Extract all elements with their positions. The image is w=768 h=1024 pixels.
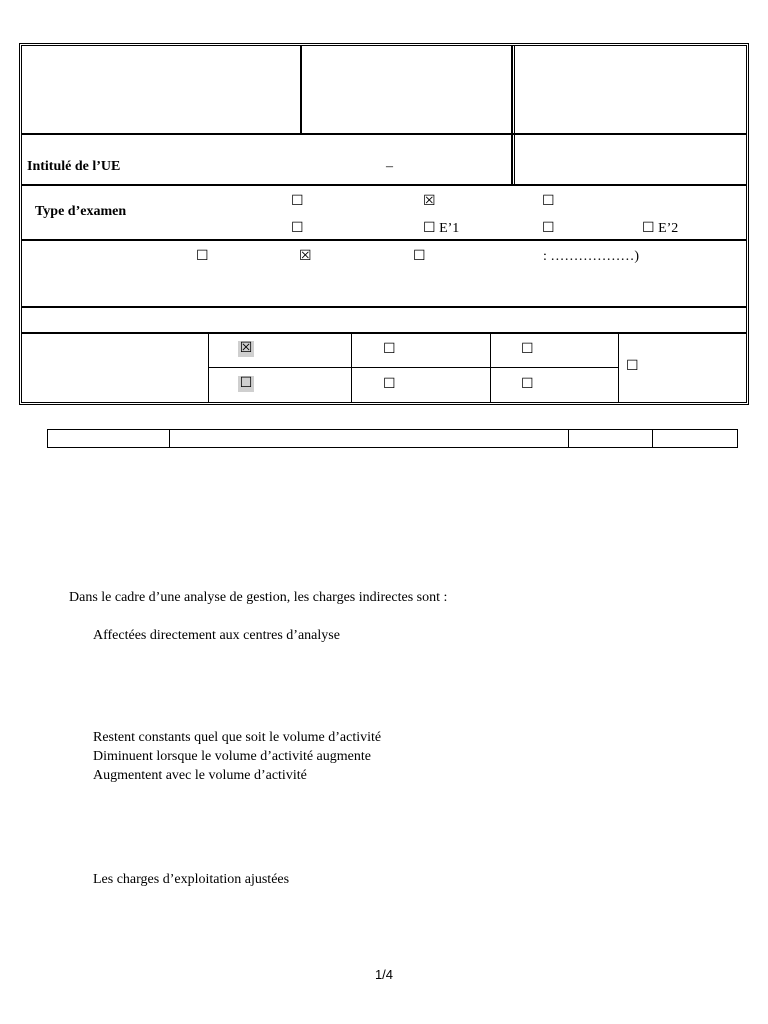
grid-checkbox-1[interactable]: ☒ [239,341,253,356]
question-2-option-1: Restent constants quel que soit le volume d’activité [93,730,382,745]
question-3-option: Les charges d’exploitation ajustées [93,872,290,887]
row3-checkbox-1[interactable]: ☐ [196,249,209,264]
row3-checkbox-2[interactable]: ☒ [299,249,312,264]
ue-title-dash: – [386,159,393,174]
info-strip-table [47,429,738,448]
exam-type-checkbox-3[interactable]: ☐ [542,194,555,209]
question-2-option-2: Diminuent lorsque le volume d’activité augmente [93,749,371,764]
exam-type-checkbox-6[interactable]: ☐ [542,221,555,236]
exam-type-checkbox-e2[interactable]: ☐ E’2 [642,221,679,236]
question-intro: Dans le cadre d’une analyse de gestion, les charges indirectes sont : [69,590,448,605]
exam-type-checkbox-e1[interactable]: ☐ E’1 [423,221,460,236]
exam-type-checkbox-2[interactable]: ☒ [423,194,436,209]
exam-type-label: Type d’examen [35,204,127,219]
grid-checkbox-7[interactable]: ☐ [521,377,534,392]
grid-checkbox-3[interactable]: ☐ [521,342,534,357]
grid-checkbox-2[interactable]: ☐ [383,342,396,357]
page-number: 1/4 [374,967,394,982]
exam-type-checkbox-1[interactable]: ☐ [291,194,304,209]
grid-checkbox-5[interactable]: ☐ [239,376,253,391]
row3-checkbox-3[interactable]: ☐ [413,249,426,264]
row3-other-field: : ………………) [543,249,640,264]
exam-type-e2-label: E’2 [658,221,679,236]
grid-checkbox-4[interactable]: ☐ [626,359,639,374]
exam-type-checkbox-4[interactable]: ☐ [291,221,304,236]
question-2-option-3: Augmentent avec le volume d’activité [93,768,307,783]
ue-title-label: Intitulé de l’UE [27,159,121,174]
exam-type-e1-label: E’1 [439,221,460,236]
grid-checkbox-6[interactable]: ☐ [383,377,396,392]
question-1-option: Affectées directement aux centres d’analyse [93,628,340,643]
